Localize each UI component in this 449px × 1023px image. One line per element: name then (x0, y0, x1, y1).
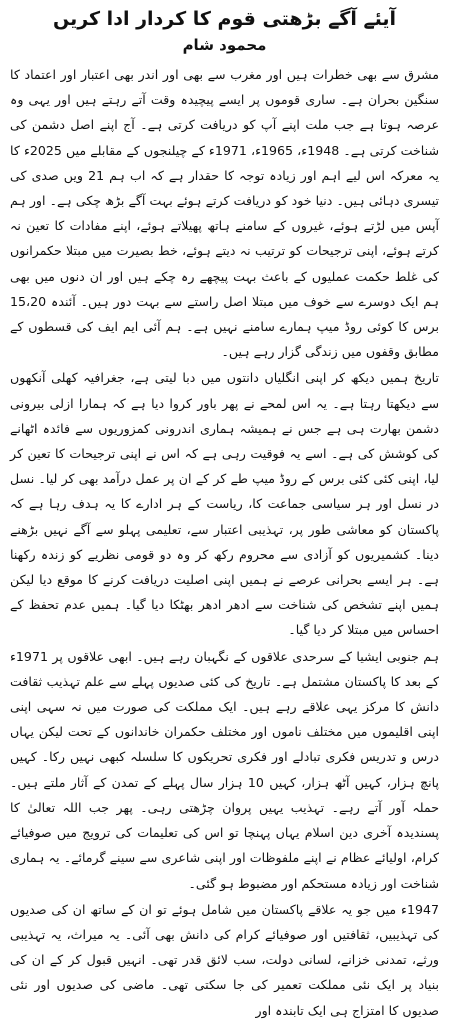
article-paragraph: ہم جنوبی ایشیا کے سرحدی علاقوں کے نگہبان رہے ہیں۔ ابھی علاقوں پر 1971ء کے بعد کا پاکستان مشتمل ہے۔ تاریخ کی کئی صدیوں پہلے سے علم تہذیب ثقافت دانش کا مرکز یہی علاقے رہے ہیں۔ ایک مملکت کی صورت میں نہ سہی اپنی اپنی اقلیموں میں مختلف ناموں اور مختلف حکمران خاندانوں کے تحت لیکن یہاں درس و تدریس فکری تبادلے اور فکری تحریکوں کا سلسلہ کبھی نہیں رکا۔ کہیں پانچ ہزار، کہیں آٹھ ہزار، کہیں 10 ہزار سال پہلے کے تمدن کے آثار ملتے ہیں۔ حملہ آور آتے رہے۔ تہذیب یہیں پروان چڑھتی رہی۔ پھر جب اللہ تعالیٰ کا پسندیدہ آخری دین اسلام یہاں پہنچا تو اس کی تعلیمات کی ترویج میں صوفیائے کرام، اولیائے عظام نے اپنے ملفوظات اور اپنی شاعری سے سینے گرمائے۔ یہ ہماری شناخت اور زیادہ مستحکم اور مضبوط ہو گئی۔ (10, 648, 439, 891)
article-body (10, 62, 439, 1023)
article-paragraph: 1947ء میں جو یہ علاقے پاکستان میں شامل ہوئے تو ان کے ساتھ ان کی صدیوں کی تہذیبیں، ثقافتیں اور صوفیائے کرام کی دانش بھی آئی۔ یہ میراث، یہ تہذیبی ورثے، تمدنی خزانے، لسانی دولت، سب لائق قدر تھی۔ انہیں قبول کر کے ان کی بنیاد پر ایک نئی مملکت تعمیر کی جا سکتی تھی۔ ماضی کی صدیوں اور نئی صدیوں کا امتزاج ہی ایک تابندہ اور (10, 901, 439, 1018)
article-paragraph: مشرق سے بھی خطرات ہیں اور مغرب سے بھی اور اندر بھی اعتبار اور اعتماد کا سنگین بحران ہے۔ ساری قوموں پر ایسے پیچیدہ وقت آتے رہتے ہیں اور یہی وہ عرصہ ہوتا ہے جب ملت اپنے آپ کو دریافت کرتی ہے۔ آج اپنے اصل دشمن کی شناخت کرتی ہے۔ 1948ء، 1965ء، 1971ء کے چیلنجوں کے مقابلے میں 2025ء کا یہ معرکہ اس لیے اہم اور زیادہ توجہ کا حقدار ہے کہ اب ہم 21 ویں صدی کی تیسری دہائی ہیں۔ دنیا خود کو دریافت کرتے ہوئے بہت آگے بڑھ چکی ہے۔ اور ہم آپس میں لڑتے ہوئے، غیروں کے سامنے ہاتھ پھیلاتے ہوئے، اپنے مفادات کا تعین نہ کرتے ہوئے، اپنی ترجیحات کو ترتیب نہ دیتے ہوئے، خط بصیرت میں مبتلا حکمرانوں کی غلط حکمت عملیوں کے باعث بہت پیچھے رہ چکے ہیں اور ان دنوں میں بھی ہم ایک دوسرے سے خوف میں مبتلا اصل راستے سے بہت دور ہیں۔ آئندہ 15،20 برس کا کوئی روڈ میپ ہمارے سامنے نہیں ہے۔ ہم آئی ایم ایف کی قسطوں کے مطابق وقفوں میں زندگی گزار رہے ہیں۔ (10, 67, 440, 360)
article-headline: آیئے آگے بڑھتی قوم کا کردار ادا کریں (52, 8, 397, 30)
article-paragraph: تاریخ ہمیں دیکھ کر اپنی انگلیاں دانتوں میں دبا لیتی ہے، جغرافیہ کھلی آنکھوں سے دیکھتا رہتا ہے۔ یہ اس لمحے نے پھر باور کروا دیا ہے کہ ہمارا ازلی بیرونی دشمن بھارت ہی ہے جس نے ہمیشہ ہماری اندرونی کمزوریوں سے فائدہ اٹھانے کی کوشش کی ہے۔ اسے یہ فوقیت رہی ہے کہ اس نے اپنی ترجیحات کا تعین کر لیا، اپنی کئی کئی برس کے روڈ میپ طے کر کے ان پر عمل درآمد بھی کر لیا۔ نسل در نسل اور ہر سیاسی جماعت کا، ریاست کے ہر ادارے کا یہ ہدف رہا ہے کہ پاکستان کو معاشی طور پر، تہذیبی اعتبار سے، تعلیمی پہلو سے آگے نہیں بڑھنے دینا۔ کشمیریوں کو آزادی سے محروم رکھ کر وہ دو قومی نظریے کو زندہ رکھنا ہے۔ ہر ایسے بحرانی عرصے نے ہمیں اپنی اصلیت دریافت کرنے کا موقع دیا لیکن ہمیں اپنے تشخص کی شناخت سے ادھر ادھر بھٹکا دیا گیا۔ ہمیں عدم تحفظ کے احساس میں مبتلا کر دیا گیا۔ (10, 370, 439, 638)
article-byline: محمود شام (182, 36, 267, 54)
